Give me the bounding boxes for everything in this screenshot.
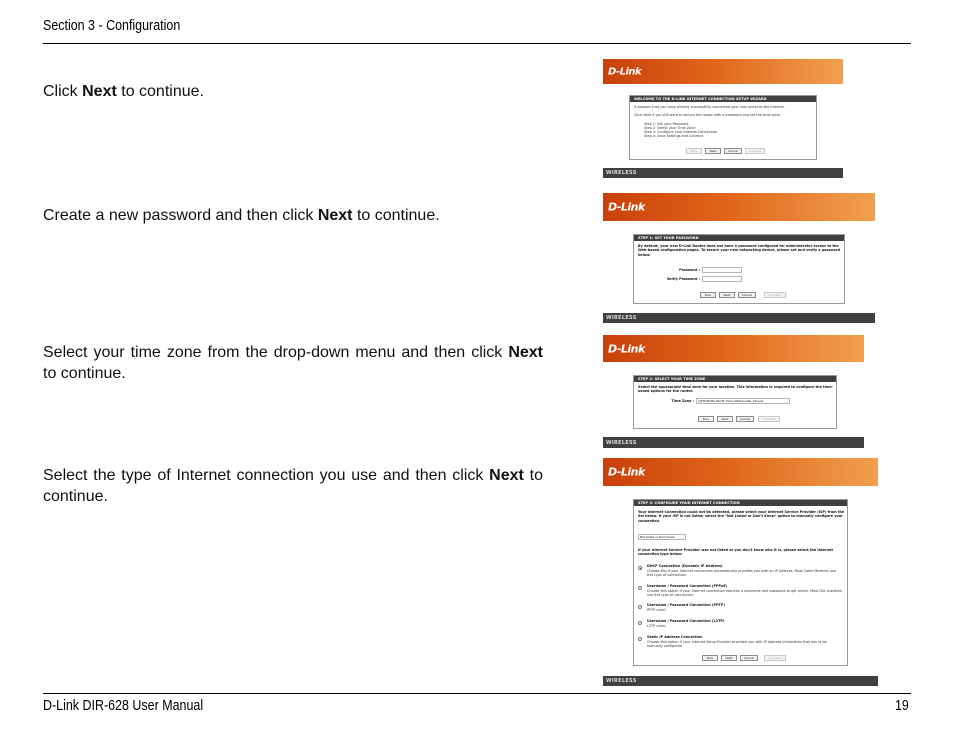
dlink-logo: D-Link [608, 66, 642, 77]
dlink-logo: D-Link [608, 200, 645, 214]
cancel-button[interactable]: Cancel [736, 416, 754, 422]
connect-button[interactable]: Connect [758, 416, 780, 422]
password-step-title: STEP 1: SET YOUR PASSWORD [634, 235, 844, 241]
pppoe-radio[interactable] [638, 586, 642, 590]
l2tp-description: L2TP client. [647, 624, 667, 628]
static-ip-label: Static IP Address Connection [647, 635, 703, 639]
dhcp-radio[interactable] [638, 566, 642, 570]
cancel-button[interactable]: Cancel [738, 292, 756, 298]
verify-password-label: Verify Password : [666, 277, 700, 281]
cancel-button[interactable]: Cancel [724, 148, 742, 154]
pptp-label: Username / Password Connection (PPTP) [647, 603, 725, 607]
connection-help: If your Internet Service Provider was not listed or you don't know who it is, please select the Internet connection type below: [638, 548, 833, 557]
step-instruction-2: Create a new password and then click Next to continue. [43, 207, 440, 224]
dlink-banner [603, 458, 878, 486]
password-panel [633, 234, 845, 304]
footer-divider [43, 693, 911, 694]
pptp-description: PPTP client. [647, 608, 667, 612]
welcome-step-1: Step 1: Set your Password [644, 122, 689, 126]
connection-step-screenshot [603, 458, 878, 686]
pptp-radio[interactable] [638, 605, 642, 609]
timezone-panel [633, 375, 837, 429]
section-header: Section 3 - Configuration [43, 18, 181, 34]
timezone-step-screenshot [603, 335, 864, 448]
wireless-footer-bar: WIRELESS [603, 437, 864, 448]
pppoe-label: Username / Password Connection (PPPoE) [647, 584, 728, 588]
next-button[interactable]: Next [705, 148, 721, 154]
next-button[interactable]: Next [721, 655, 737, 661]
prev-button[interactable]: Prev [698, 416, 714, 422]
dhcp-label: DHCP Connection (Dynamic IP Address) [647, 564, 723, 568]
isp-select[interactable]: Not Listed or Don't Know [638, 534, 686, 540]
welcome-step-4: Step 4: Save Settings and Connect [644, 134, 704, 138]
timezone-step-title: STEP 2: SELECT YOUR TIME ZONE [634, 376, 836, 382]
timezone-label: Time Zone : [671, 399, 694, 403]
next-button[interactable]: Next [717, 416, 733, 422]
connection-panel [633, 499, 848, 666]
welcome-step-2: Step 2: Select your Time Zone [644, 126, 696, 130]
welcome-title: WELCOME TO THE D-LINK INTERNET CONNECTION SETUP WIZARD [630, 96, 816, 102]
static-ip-radio[interactable] [638, 637, 642, 641]
wireless-footer-bar: WIRELESS [603, 168, 843, 178]
password-step-screenshot [603, 193, 875, 323]
static-ip-description: Choose this option if your Internet Setup Provider provided you with IP Address information that has to be manually configured. [647, 640, 827, 649]
dhcp-description: Choose this if your Internet connection automatically provides you with an IP Address. Most Cable Modems use this type of connection. [647, 569, 836, 578]
header-divider [43, 43, 911, 44]
timezone-description: Select the appropriate time zone for your location. This information is required to configure the time-based options for the router. [638, 385, 834, 394]
dlink-banner [603, 193, 875, 221]
step-instruction-3: Select your time zone from the drop-down menu and then click Next to continue. [43, 344, 543, 382]
wireless-footer-bar: WIRELESS [603, 313, 875, 323]
dlink-logo: D-Link [608, 465, 645, 479]
connect-button[interactable]: Connect [764, 292, 786, 298]
password-label: Password : [679, 268, 700, 272]
step-instruction-1: Click Next to continue. [43, 83, 204, 100]
step-instruction-4: Select the type of Internet connection you use and then click Next to continue. [43, 467, 543, 505]
cancel-button[interactable]: Cancel [740, 655, 758, 661]
page-number: 19 [895, 698, 909, 714]
welcome-step-3: Step 3: Configure your Internet Connection [644, 130, 718, 134]
connect-button[interactable]: Connect [745, 148, 765, 154]
password-input[interactable] [702, 267, 742, 273]
wireless-footer-bar: WIRELESS [603, 676, 878, 686]
dlink-banner [603, 335, 864, 362]
welcome-wizard-screenshot [603, 59, 843, 178]
pppoe-description: Choose this option if your Internet connection requires a username and password to get online. Most DSL modems use this type of connection. [647, 589, 842, 598]
connection-description: Your Internet Connection could not be detected, please select your Internet Service Provider (ISP) from the list below. If your ISP is not listed; select the "Not Listed or Don't Know" option to manually configure your connection. [638, 510, 845, 523]
l2tp-radio[interactable] [638, 621, 642, 625]
verify-password-input[interactable] [702, 276, 742, 282]
dlink-banner [603, 59, 843, 84]
timezone-select[interactable]: (GMT-08:00) Pacific Time (US/Canada), Tijuana [696, 398, 790, 404]
prev-button[interactable]: Prev [702, 655, 718, 661]
connect-button[interactable]: Connect [764, 655, 786, 661]
welcome-note: Click Next if you still want to secure the router with a password and set the time zone. [634, 113, 781, 117]
connection-step-title: STEP 3: CONFIGURE YOUR INTERNET CONNECTION [634, 500, 847, 506]
welcome-intro: It appears that you have already successfully connected your new router to the Internet. [634, 105, 785, 109]
l2tp-label: Username / Password Connection (L2TP) [647, 619, 725, 623]
manual-title: D-Link DIR-628 User Manual [43, 698, 204, 714]
prev-button[interactable]: Prev [686, 148, 702, 154]
dlink-logo: D-Link [608, 342, 645, 355]
welcome-panel [629, 95, 817, 160]
prev-button[interactable]: Prev [700, 292, 716, 298]
next-button[interactable]: Next [719, 292, 735, 298]
password-description: By default, your new D-Link Router does not have a password configured for administrator access to the Web-based configuration pages. To secure your new networking device, please set and verify a password below: [638, 244, 841, 257]
